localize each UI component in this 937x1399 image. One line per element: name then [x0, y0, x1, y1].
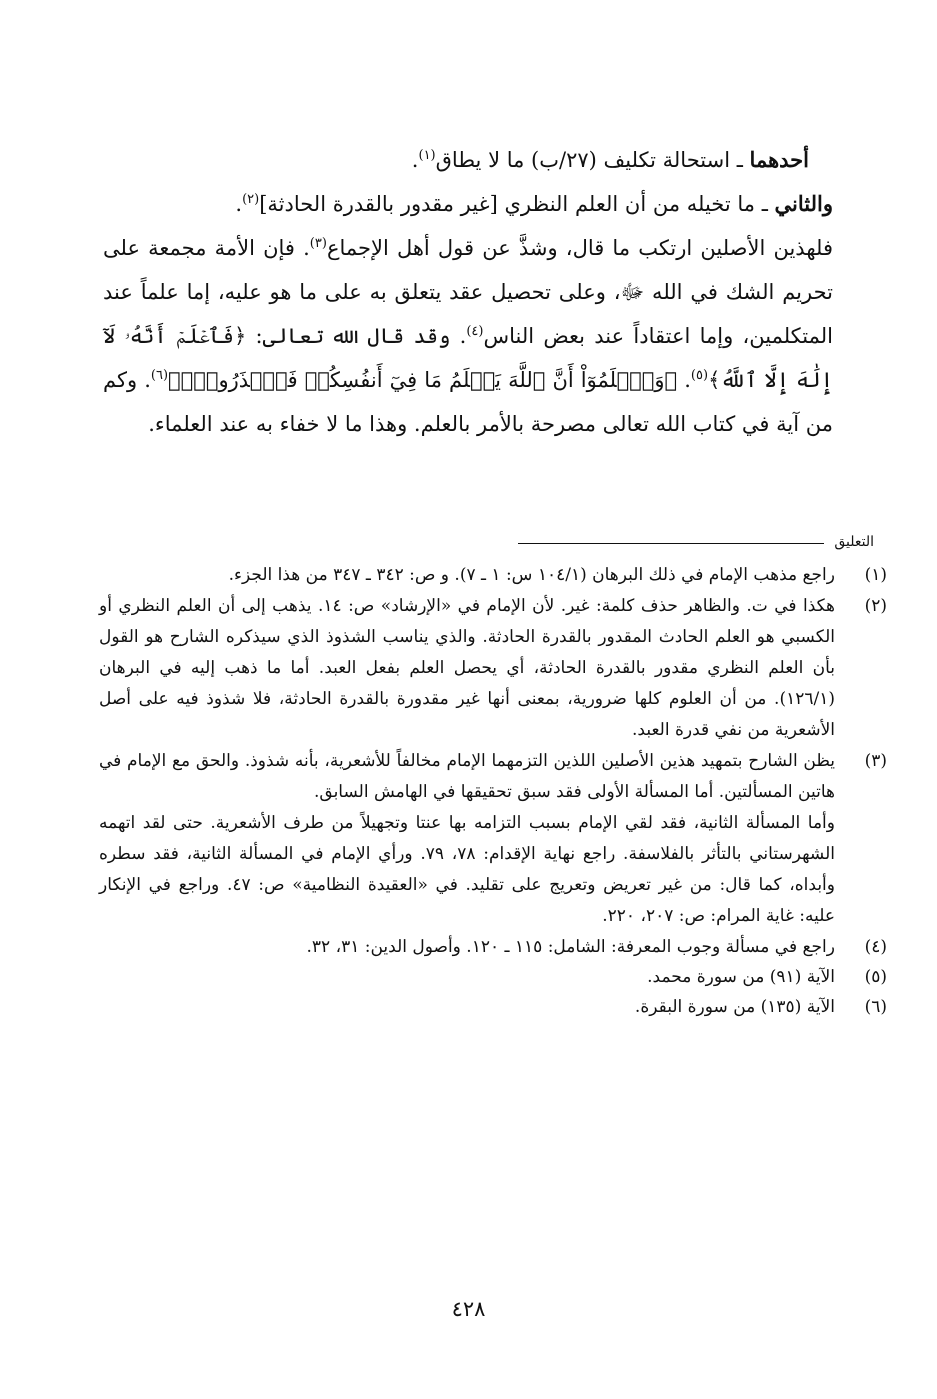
text-run: . وكم من آية في كتاب الله تعالى مصرحة بالأمر بالعلم. وهذا ما لا خفاء به عند العلماء.	[103, 368, 833, 436]
footnote-number: (٥)	[864, 967, 887, 987]
footnote-text: راجع في مسألة وجوب المعرفة: الشامل: ١١٥ ـ ١٢٠. وأصول الدين: ٣١، ٣٢.	[306, 937, 835, 957]
footnote	[99, 962, 887, 992]
paragraph-consensus	[103, 226, 833, 446]
main-text	[103, 138, 833, 446]
footnote-number: (٣)	[864, 751, 887, 771]
text-run: .	[235, 192, 243, 216]
footnote	[99, 591, 887, 746]
text-run: ـ استحالة تكليف (٢٧/ب) ما لا يطاق	[435, 148, 750, 172]
footnote	[99, 746, 887, 932]
paragraph-second-principle	[103, 182, 833, 226]
footnote-ref[interactable]: (٥)	[690, 368, 709, 383]
footnote-number: (١)	[864, 565, 887, 585]
footnote	[99, 992, 887, 1022]
footnote	[99, 932, 887, 962]
text-run: فلهذين الأصلين ارتكب ما قال، وشذَّ عن قول أهل الإجماع	[326, 236, 834, 260]
footnote	[99, 560, 887, 591]
page-number: ٤٢٨	[451, 1297, 486, 1321]
text-run: . فإن الأمة مجمعة على تحريم الشك في الله ﷻ، وعلى تحصيل عقد يتعلق به على ما هو عليه، إما علماً عند المتكلمين، وإما اعتقاداً عند بعض الناس	[103, 236, 833, 348]
footnote-number: (٦)	[864, 997, 887, 1017]
footnotes	[99, 560, 887, 1022]
footnote-text: يظن الشارح بتمهيد هذين الأصلين اللذين التزمهما الإمام مخالفاً للأشعرية، بأنه شذوذ. والحق مع الإمام في هاتين المسألتين. أما المسألة الأولى فقد سبق تحقيقها في الهامش السابق.	[99, 751, 835, 802]
footnote-ref[interactable]: (٦)	[150, 368, 169, 383]
footnote-number: (٢)	[864, 596, 887, 616]
footnote-text: راجع مذهب الإمام في ذلك البرهان (١٠٤/١ س: ١ ـ ٧). و ص: ٣٤٢ ـ ٣٤٧ من هذا الجزء.	[228, 565, 835, 585]
footnote-text: هكذا في ت. والظاهر حذف كلمة: غير. لأن الإمام في «الإرشاد» ص: ١٤. يذهب إلى أن العلم النظري أو الكسبي هو العلم الحادث المقدور بالقدرة الحادثة. والذي يناسب الشذوذ الذي سيذكره الشارح هو القول بأن العلم النظري مقدور بالقدرة الحادثة، أي يحصل العلم بفعل العبد. أما ما ذهب إليه في البرهان (١٢٦/١). من أن العلوم كلها ضرورية، بمعنى أنها غير مقدورة بالقدرة الحادثة، فلا شذوذ فيه على أصل الأشعرية من نفي قدرة العبد.	[99, 596, 835, 740]
lead-word: والثاني	[774, 191, 833, 216]
footnote-text: الآية (١٣٥) من سورة البقرة.	[634, 997, 835, 1017]
quran-verse: . وقد قال الله تعالى: ﴿فَٱعۡلَمۡ أَنَّهُۥ لَآ إِلَٰهَ إِلَّا ٱللَّهُ﴾	[103, 324, 834, 392]
paragraph-first-principle	[103, 138, 833, 182]
lead-word: أحدهما	[749, 147, 809, 172]
footnote-divider	[518, 543, 824, 544]
commentary-label: التعليق	[834, 534, 874, 550]
text-run: .	[411, 148, 419, 172]
text-run: ـ ما تخيله من أن العلم النظري [غير مقدور بالقدرة الحادثة]	[259, 192, 775, 216]
footnote-ref[interactable]: (٤)	[466, 324, 484, 339]
quran-verse: . ﴿وَٱعۡلَمُوٓاْ أَنَّ ٱللَّهَ يَعۡلَمُ مَا فِيٓ أَنفُسِكُمۡ فَٱحۡذَرُوهُۚ﴾	[168, 368, 691, 392]
footnote-ref[interactable]: (٣)	[309, 236, 327, 251]
footnote-ref[interactable]: (٢)	[242, 192, 260, 207]
footnote-ref[interactable]: (١)	[418, 148, 436, 163]
footnote-text: وأما المسألة الثانية، فقد لقي الإمام بسبب التزامه بها عنتا وتجهيلاً من طرف الأشعرية. حتى لقد اتهمه الشهرستاني بالتأثر بالفلاسفة. راجع نهاية الإقدام: ٧٨، ٧٩. ورأي الإمام في المسألة الثانية، فقد سطره وأبداه، كما قال: من غير تعريض وتعريج على تقليد. في «العقيدة النظامية» ص: ٤٧. وراجع في الإنكار عليه: غاية المرام: ص: ٢٠٧، ٢٢٠.	[99, 813, 835, 926]
footnote-number: (٤)	[864, 937, 887, 957]
footnote-text: الآية (٩١) من سورة محمد.	[647, 967, 835, 987]
